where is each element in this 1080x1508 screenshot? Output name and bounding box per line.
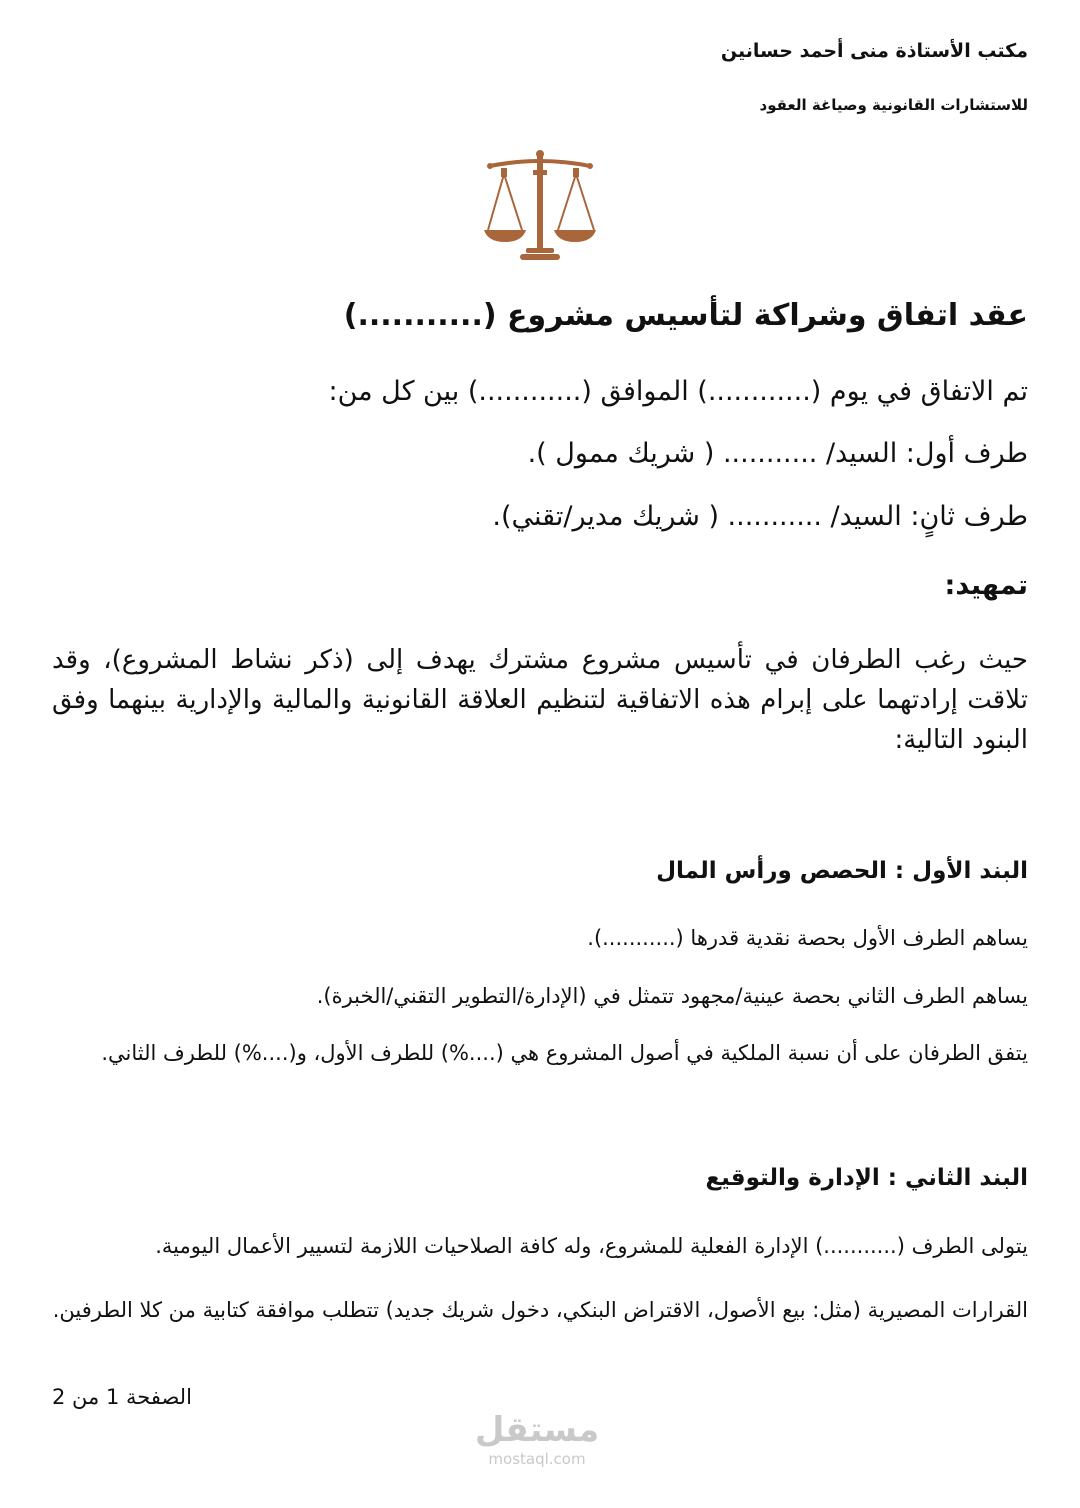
- intro-body: حيث رغب الطرفان في تأسيس مشروع مشترك يهدف إلى (ذكر نشاط المشروع)، وقد تلاقت إرادتهما على إبرام هذه الاتفاقية لتنظيم العلاقة القانونية والمالية والإدارية بينهما وفق البنود التالية:: [52, 645, 1028, 755]
- first-party-line: طرف أول: السيد/ ........... ( شريك ممول ).: [527, 438, 1028, 469]
- clause-2-line-1: يتولى الطرف (...........) الإدارة الفعلية للمشروع، وله كافة الصلاحيات اللازمة لتسيير الأعمال اليومية.: [155, 1234, 1028, 1258]
- document-title: عقد اتفاق وشراكة لتأسيس مشروع (...........): [343, 298, 1028, 333]
- page-number: الصفحة 1 من 2: [52, 1385, 192, 1409]
- clause-1-line-2: يساهم الطرف الثاني بحصة عينية/مجهود تتمثل في (الإدارة/التطوير التقني/الخبرة).: [316, 984, 1028, 1008]
- clause-1-line-3: يتفق الطرفان على أن نسبة الملكية في أصول المشروع هي (....%) للطرف الأول، و(....%) للطرف الثاني.: [101, 1041, 1028, 1065]
- scales-of-justice-icon: [482, 148, 598, 266]
- watermark-logo-text: مستقل: [474, 1410, 600, 1450]
- agreement-line: تم الاتفاق في يوم (............) الموافق (............) بين كل من:: [328, 376, 1028, 407]
- clause-2-line-2: القرارات المصيرية (مثل: بيع الأصول، الاقتراض البنكي، دخول شريك جديد) تتطلب موافقة كتابية من كلا الطرفين.: [52, 1298, 1028, 1322]
- office-subtitle: للاستشارات القانونية وصياغة العقود: [759, 96, 1028, 114]
- second-party-line: طرف ثانٍ: السيد/ ........... ( شريك مدير/تقني).: [492, 501, 1028, 532]
- intro-heading: تمهيد:: [944, 570, 1028, 601]
- clause-1-line-1: يساهم الطرف الأول بحصة نقدية قدرها (...........).: [587, 926, 1028, 950]
- office-name: مكتب الأستاذة منى أحمد حسانين: [720, 40, 1028, 62]
- watermark: [462, 1410, 612, 1480]
- clause-2-title: البند الثاني : الإدارة والتوقيع: [705, 1165, 1028, 1191]
- clause-1-title: البند الأول : الحصص ورأس المال: [656, 858, 1028, 884]
- watermark-url: mostaql.com: [488, 1450, 586, 1468]
